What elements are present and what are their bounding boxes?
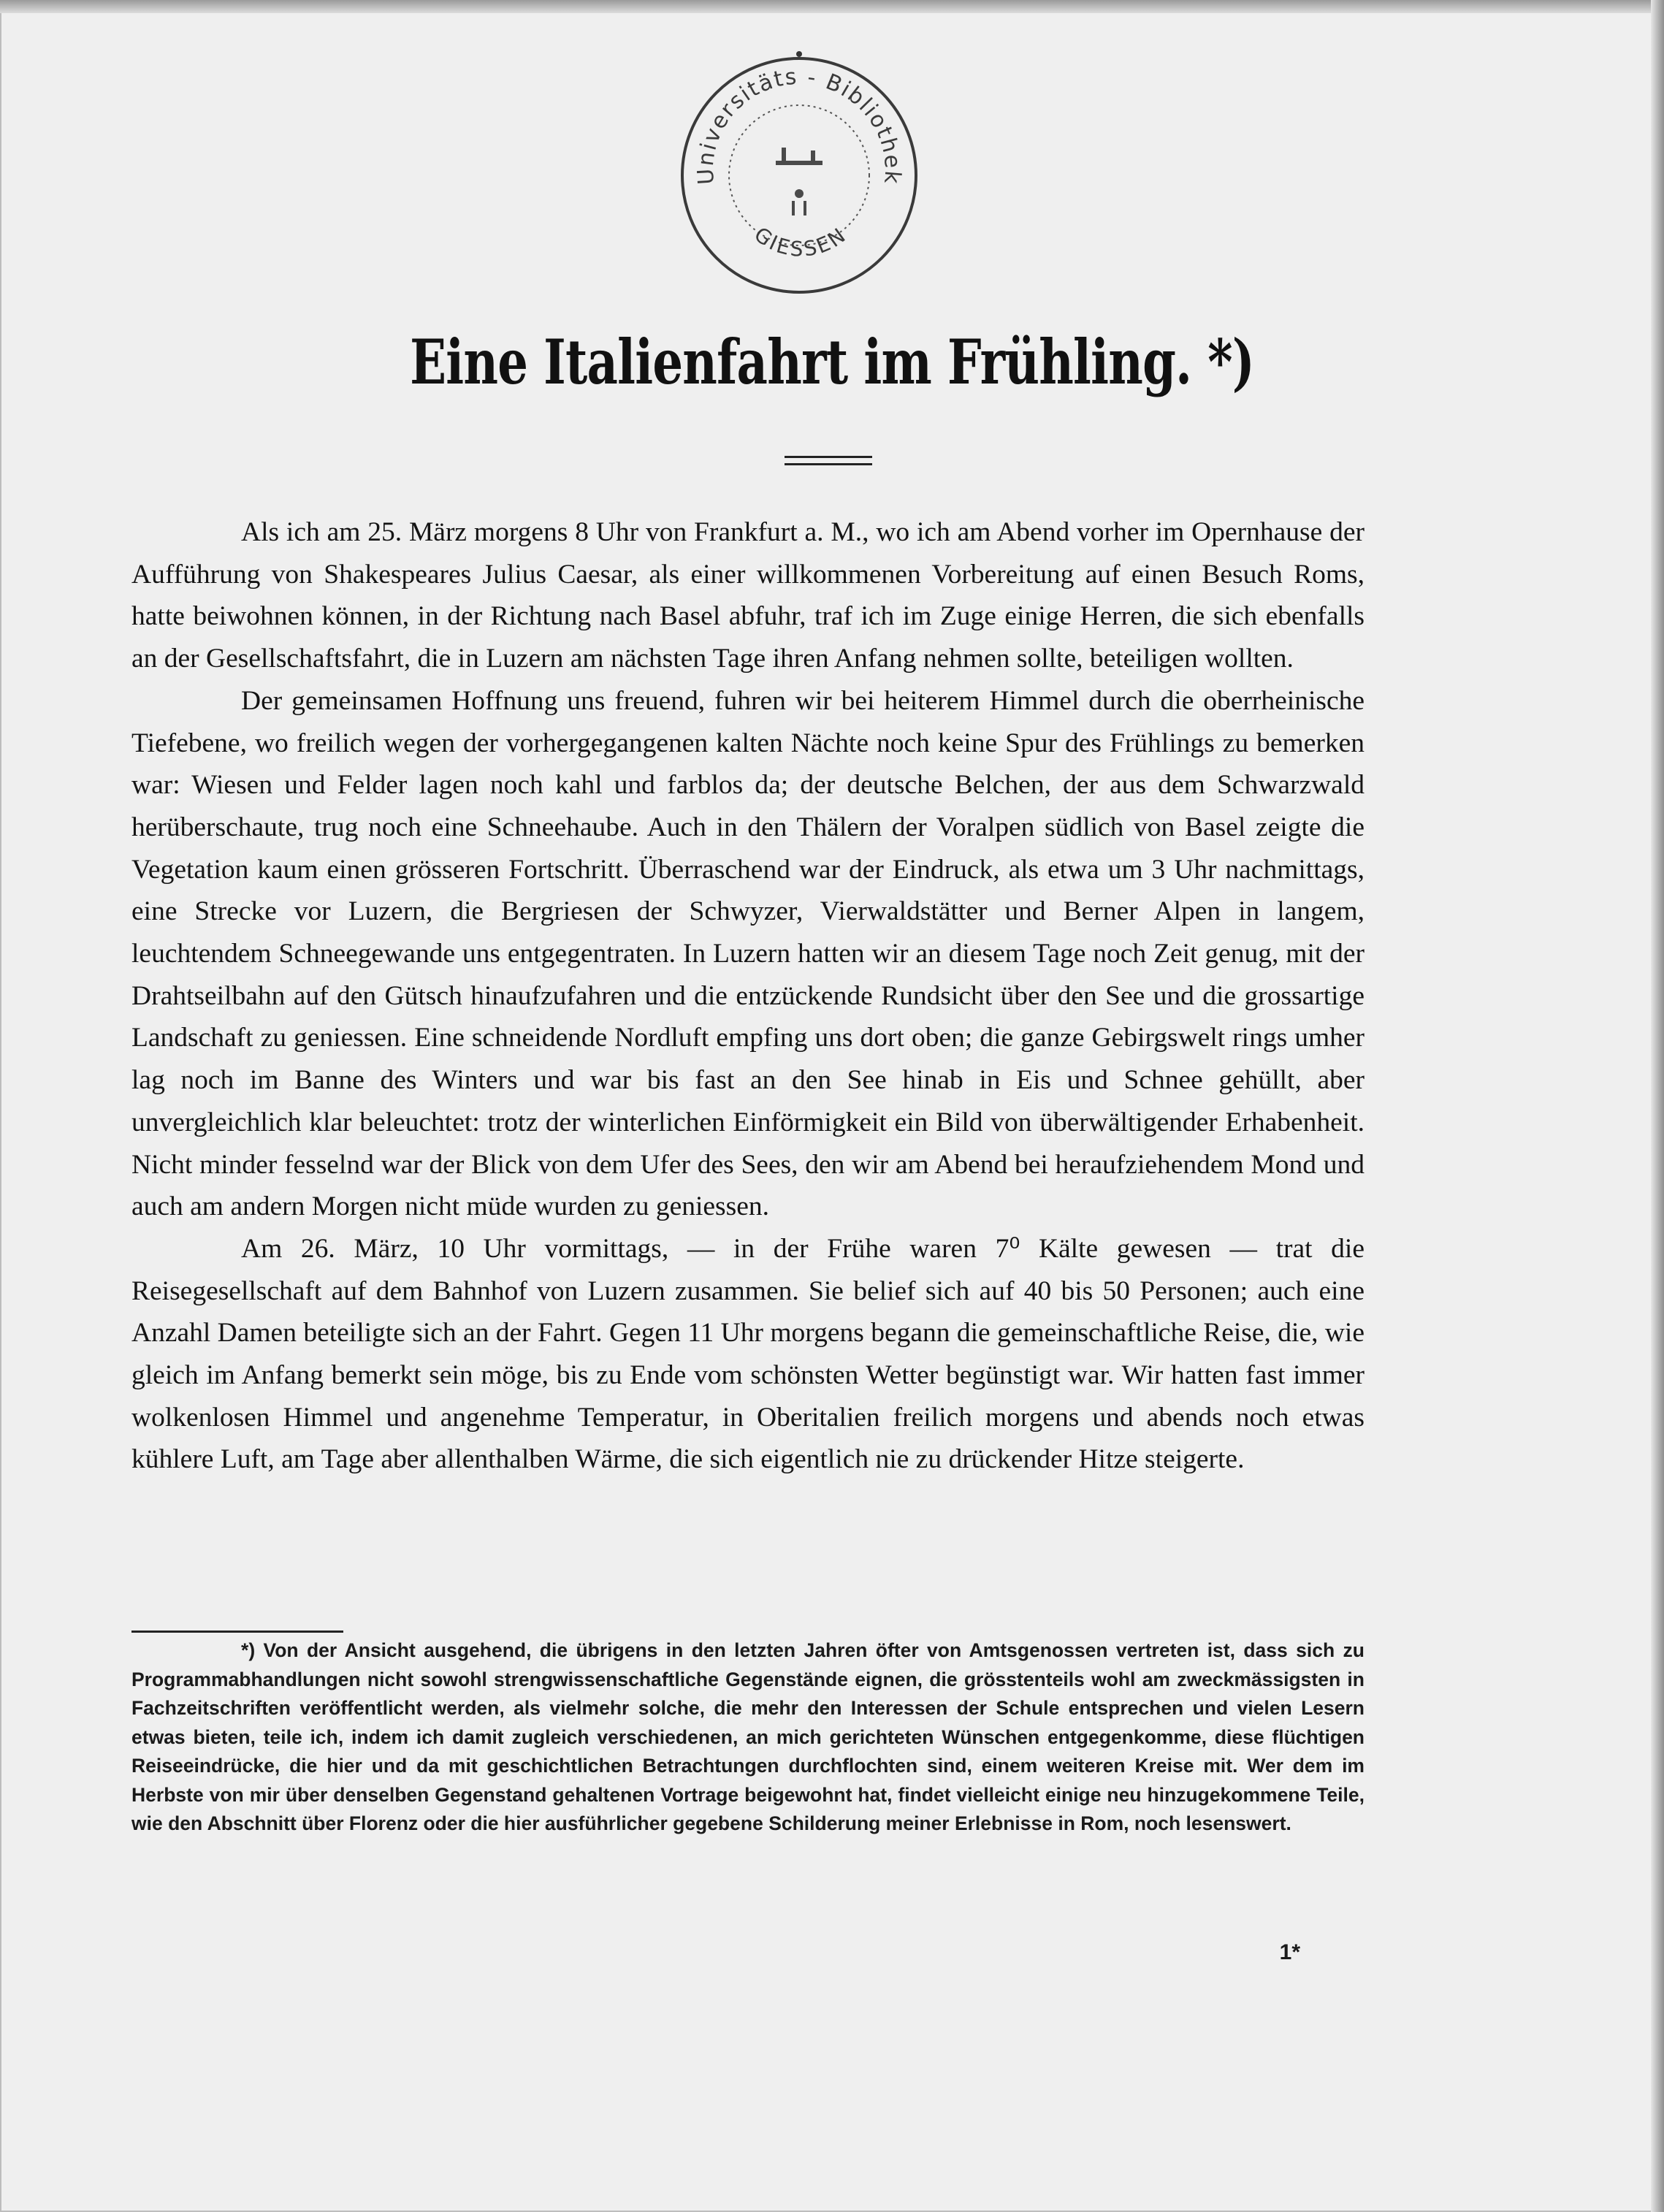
page-right-edge [1651, 0, 1664, 2212]
footnote [131, 1636, 1365, 1839]
page-title: Eine Italienfahrt im Frühling. *) [410, 326, 1254, 398]
paragraph-3: Am 26. März, 10 Uhr vormittags, — in der Frühe waren 7⁰ Kälte gewesen — trat die Reisegesellschaft auf dem Bahnhof von Luzern zusammen. Sie belief sich auf 40 bis 50 Personen; auch eine Anzahl Damen beteiligte sich an der Fahrt. Gegen 11 Uhr morgens begann die gemeinschaftliche Reise, die, wie gleich im Anfang bemerkt sein möge, bis zu Ende vom schönsten Wetter begünstigt war. Wir hatten fast immer wolkenlosen Himmel und angenehme Temperatur, in Oberitalien freilich morgens und abends noch etwas kühlere Luft, am Tage aber allenthalben Wärme, die sich eigentlich nie zu drückender Hitze steigerte. [131, 1233, 1365, 1475]
page-top-edge [0, 0, 1664, 13]
stamp-outer-text: Universitäts - Bibliothek [692, 64, 906, 186]
stamp-city-text: GIESSEN [749, 222, 852, 262]
paragraph-2: Der gemeinsamen Hoffnung uns freuend, fuhren wir bei heiterem Himmel durch die oberrheinische Tiefebene, wo freilich wegen der vorhergegangenen kalten Nächte noch keine Spur des Frühlings zu bemerken war: Wiesen und Felder lagen noch kahl und farblos da; der deutsche Belchen, der aus dem Schwarzwald herüberschaute, trug noch eine Schneehaube. Auch in den Thälern der Voralpen südlich von Basel zeigte die Vegetation kaum einen grösseren Fortschritt. Überraschend war der Eindruck, als etwa um 3 Uhr nachmittags, eine Strecke vor Luzern, die Bergriesen der Schwyzer, Vierwaldstätter und Berner Alpen in langem, leuchtendem Schneegewande uns entgegentraten. In Luzern hatten wir an diesem Tage noch Zeit genug, mit der Drahtseilbahn auf den Gütsch hinaufzufahren und die entzückende Rundsicht über den See und die grossartige Landschaft zu geniessen. Eine schneidende Nordluft empfing uns dort oben; die ganze Gebirgswelt rings umher lag noch im Banne des Winters und war bis fast an den See hinab in Eis und Schnee gehüllt, aber unvergleichlich klar beleuchtet: trotz der winterlichen Einförmigkeit ein Bild von überwältigender Erhabenheit. Nicht minder fesselnd war der Blick von dem Ufer des Sees, den wir am Abend bei heraufziehendem Mond und auch am andern Morgen nicht müde wurden zu geniessen. [131, 685, 1365, 1222]
stamp-inner-ring [729, 105, 869, 245]
title-rule-upper [785, 456, 872, 458]
stamp-emblem-icon [776, 148, 823, 216]
footnote-separator [131, 1631, 343, 1633]
page-number: 1* [1279, 1940, 1300, 1964]
library-stamp [675, 51, 923, 300]
paragraph-1: Als ich am 25. März morgens 8 Uhr von Frankfurt a. M., wo ich am Abend vorher im Opernhause der Aufführung von Shakespeares Julius Caesar, als einer willkommenen Vorbereitung auf einen Besuch Roms, hatte beiwohnen können, in der Richtung nach Basel abfuhr, traf ich im Zuge einige Herren, die sich ebenfalls an der Gesellschaftsfahrt, die in Luzern am nächsten Tage ihren Anfang nehmen sollte, beteiligen wollten. [131, 517, 1365, 674]
stamp-dot [796, 51, 802, 57]
title-rule-lower [785, 463, 872, 465]
body-text [131, 511, 1365, 1481]
footnote-text: *) Von der Ansicht ausgehend, die übrigens in den letzten Jahren öfter von Amtsgenossen vertreten ist, dass sich zu Programmabhandlungen nicht sowohl strengwissenschaftliche Gegenstände eignen, die grösstenteils wohl am zweckmässigsten in Fachzeitschriften veröffentlicht werden, als vielmehr solche, die mehr den Interessen der Schule entsprechen und vielen Lesern etwas bieten, teile ich, indem ich damit zugleich verschiedenen, an mich gerichteten Wünschen entgegenkomme, diese flüchtigen Reiseeindrücke, die hier und da mit geschichtlichen Betrachtungen durchflochten sind, einem weiteren Kreise mit. Wer dem im Herbste von mir über denselben Gegenstand gehaltenen Vortrage beigewohnt hat, findet vielleicht einige neu hinzugekommene Teile, wie den Abschnitt über Florenz oder die hier ausführlicher gegebene Schilderung meiner Erlebnisse in Rom, noch lesenswert. [131, 1639, 1365, 1834]
